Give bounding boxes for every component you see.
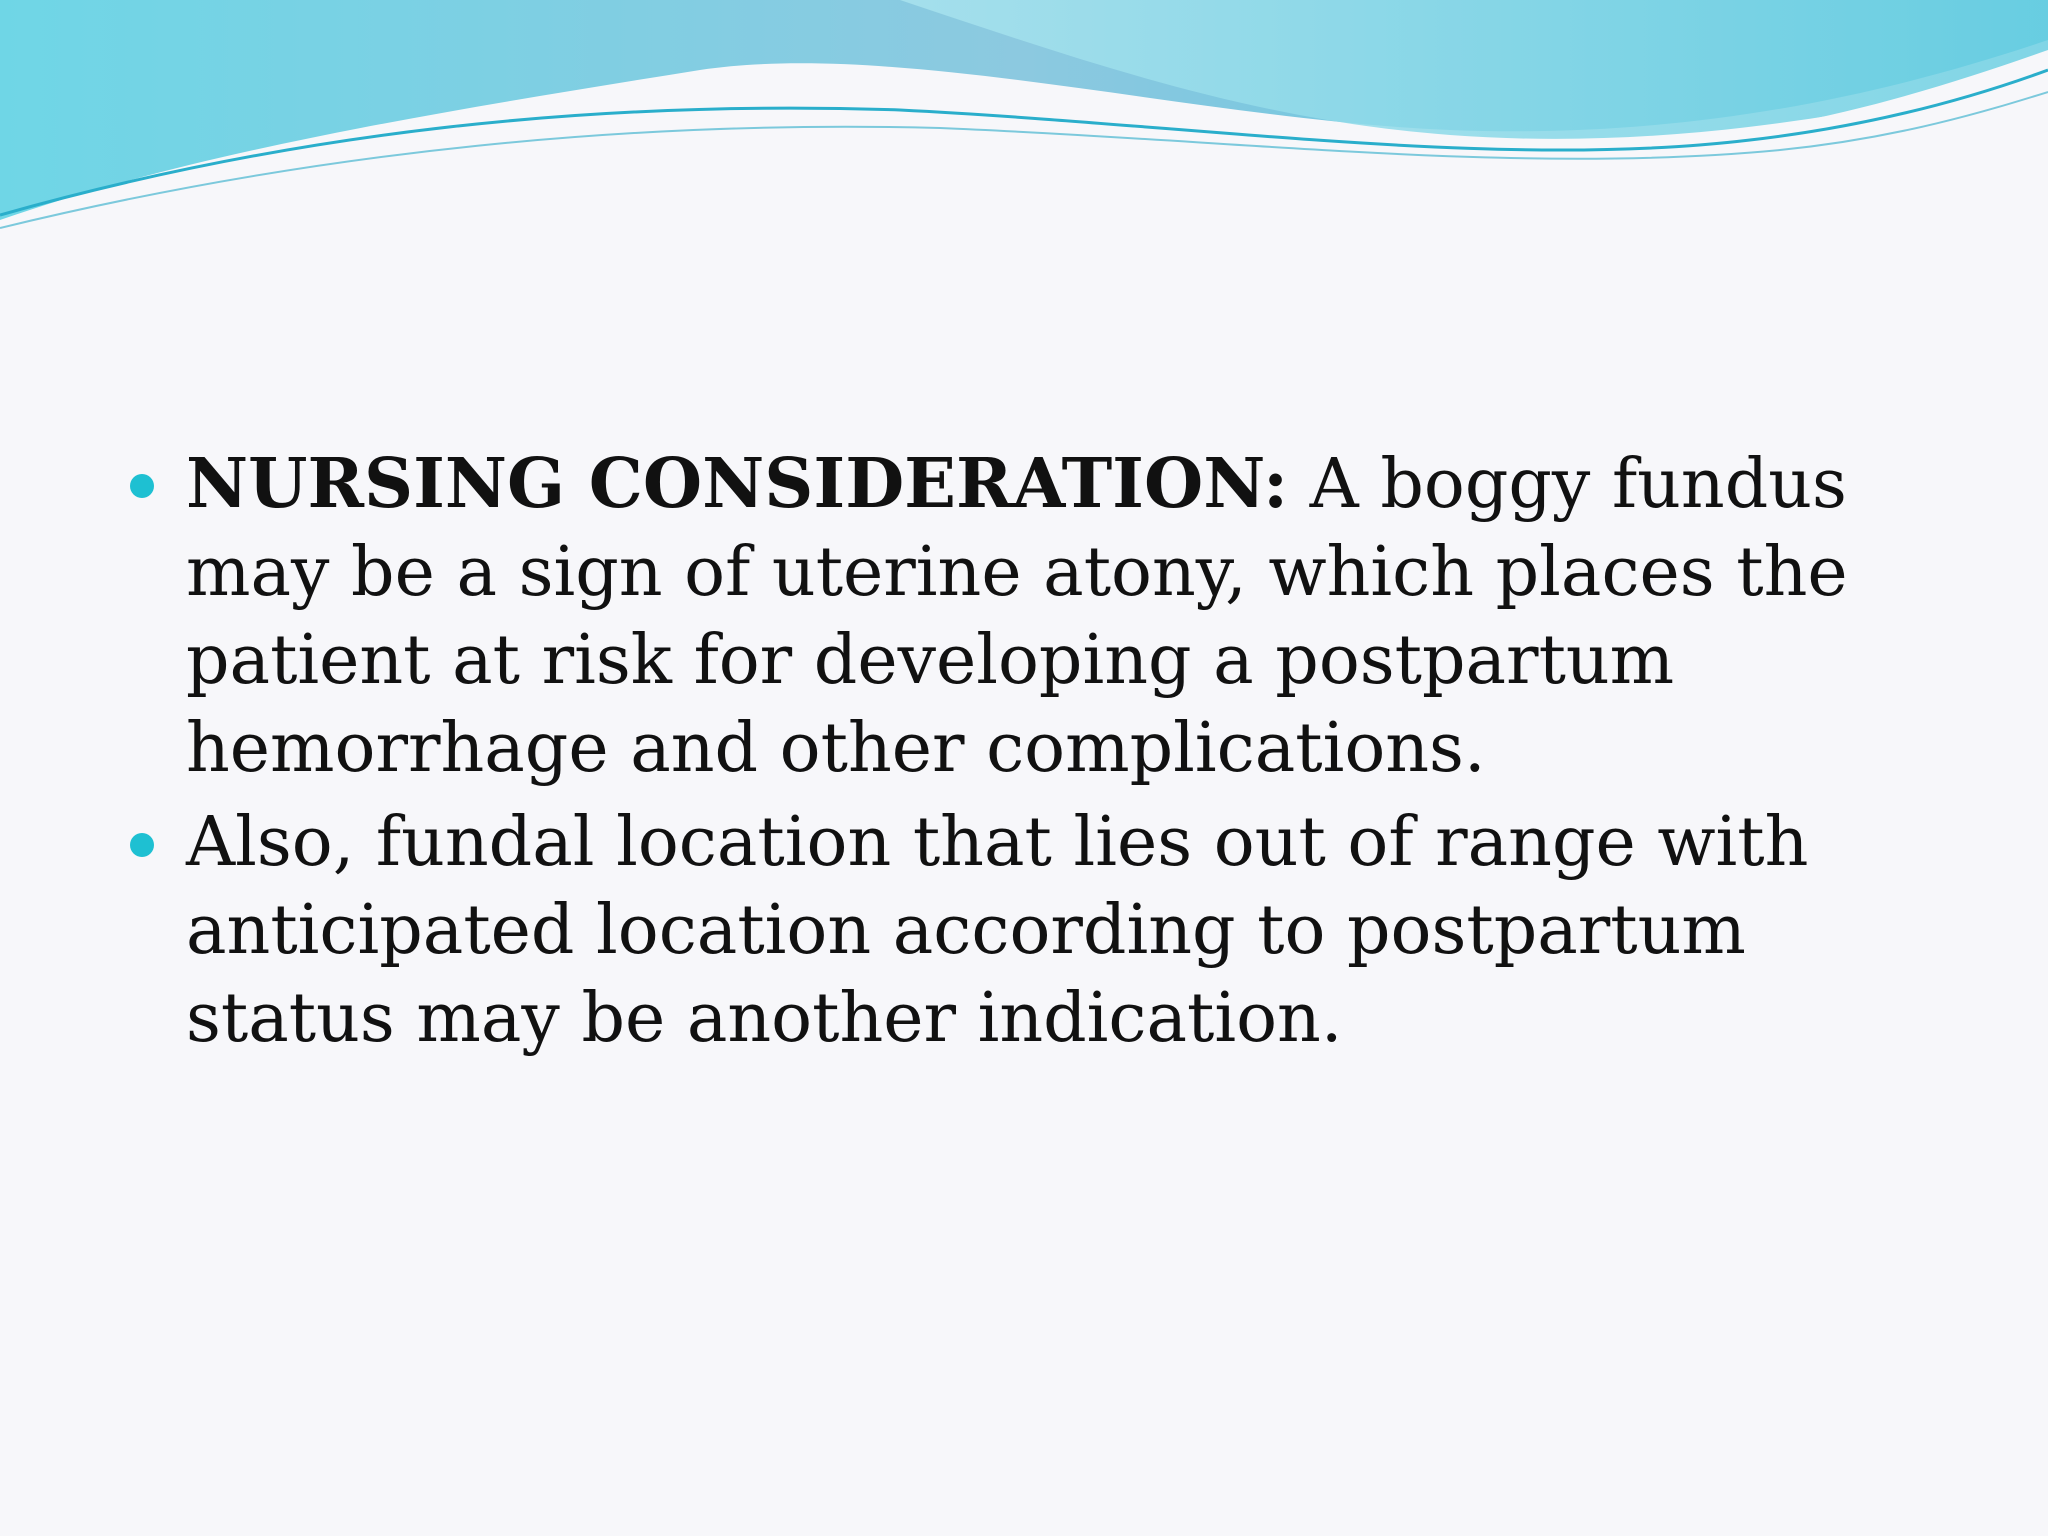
list-item xyxy=(130,440,1910,793)
bullet-label: NURSING CONSIDERATION: xyxy=(186,444,1289,524)
header-wave-decoration xyxy=(0,0,2048,240)
bullet-list xyxy=(130,440,1910,1069)
list-item xyxy=(130,799,1910,1063)
bullet-text: Also, fundal location that lies out of range with anticipated location according to postpartum status may be another indication. xyxy=(186,803,1809,1058)
bullet-text: A boggy fundus may be a sign of uterine atony, which places the patient at risk for developing a postpartum hemorrhage and other complications. xyxy=(186,445,1848,788)
bullet-dot-icon xyxy=(130,833,154,857)
bullet-dot-icon xyxy=(130,474,154,498)
